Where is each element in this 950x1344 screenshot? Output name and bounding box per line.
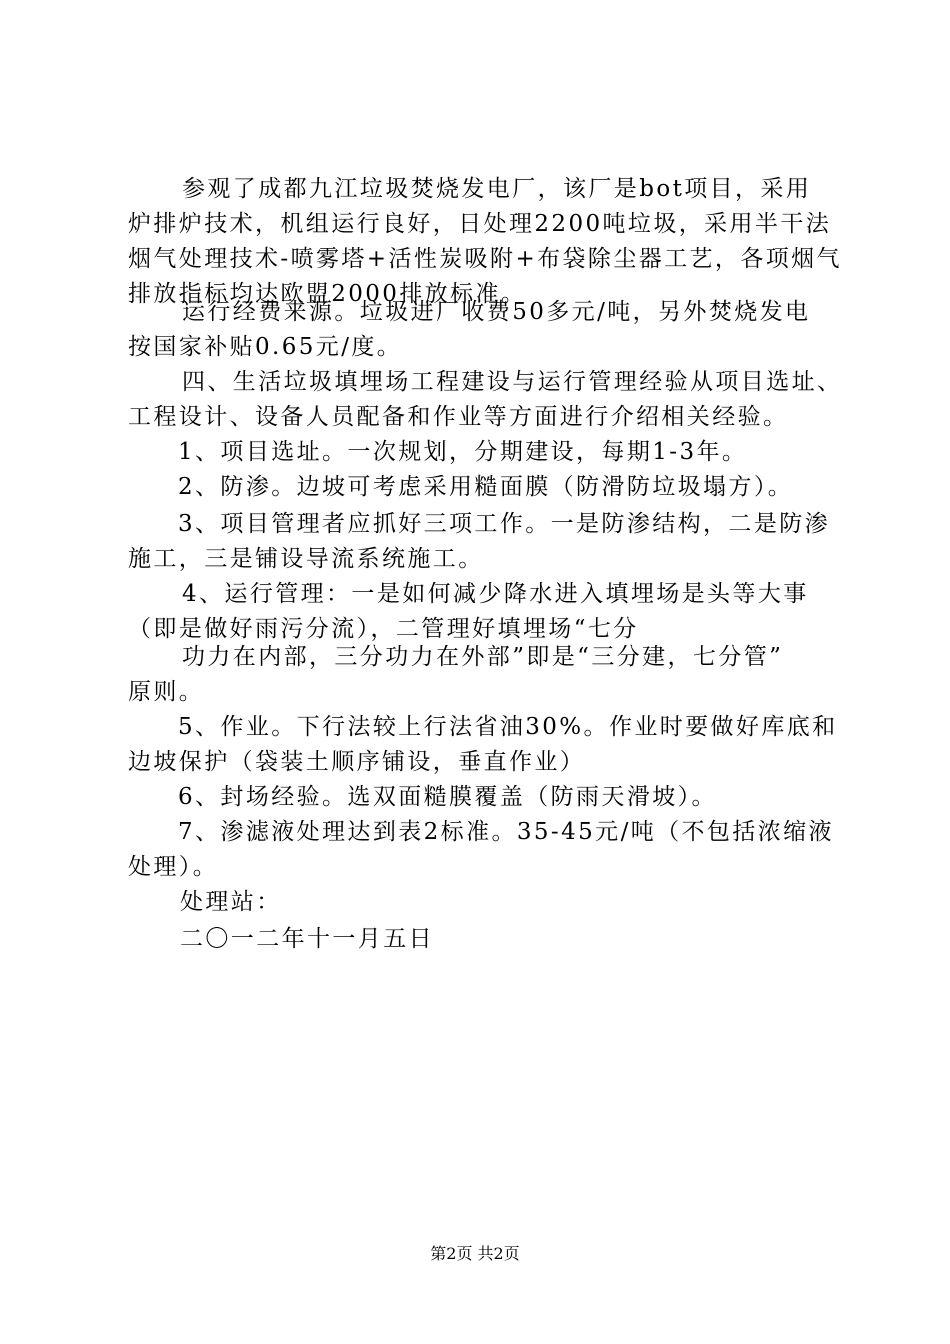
paragraph-line: （即是做好雨污分流），二管理好填埋场“七分 bbox=[128, 616, 639, 642]
paragraph-line: 排放指标均达欧盟2000排放标准。 bbox=[128, 281, 527, 307]
list-item: 1、项目选址。一次规划，分期建设，每期1-3年。 bbox=[178, 439, 748, 465]
list-item: 7、渗滤液处理达到表2标准。35-45元/吨（不包括浓缩液 bbox=[178, 819, 834, 845]
paragraph-line: 边坡保护（袋装土顺序铺设，垂直作业） bbox=[128, 749, 586, 775]
list-item: 4、运行管理：一是如何减少降水进入填埋场是头等大事 bbox=[182, 581, 809, 607]
signature-date: 二〇一二年十一月五日 bbox=[180, 926, 434, 952]
paragraph-line: 工程设计、设备人员配备和作业等方面进行介绍相关经验。 bbox=[128, 404, 789, 430]
list-item: 3、项目管理者应抓好三项工作。一是防渗结构，二是防渗 bbox=[178, 511, 831, 537]
signature-station: 处理站： bbox=[180, 889, 282, 915]
paragraph-line: 处理）。 bbox=[128, 854, 219, 880]
page-number-label: 第2页 共2页 bbox=[430, 1244, 520, 1263]
list-item: 6、封场经验。选双面糙膜覆盖（防雨天滑坡）。 bbox=[178, 784, 717, 810]
paragraph-line: 炉排炉技术，机组运行良好，日处理2200吨垃圾，采用半干法 bbox=[128, 211, 832, 237]
paragraph-line: 四、生活垃圾填埋场工程建设与运行管理经验从项目选址、 bbox=[182, 369, 843, 395]
page-footer bbox=[0, 1244, 950, 1264]
paragraph-line: 参观了成都九江垃圾焚烧发电厂，该厂是bot项目，采用 bbox=[182, 176, 812, 202]
paragraph-line: 烟气处理技术-喷雾塔+活性炭吸附+布袋除尘器工艺，各项烟气 bbox=[128, 246, 842, 272]
paragraph-line: 功力在内部，三分功力在外部”即是“三分建，七分管” bbox=[182, 644, 784, 670]
paragraph-line: 施工，三是铺设导流系统施工。 bbox=[128, 546, 484, 572]
paragraph-line: 原则。 bbox=[128, 679, 205, 705]
list-item: 5、作业。下行法较上行法省油30%。作业时要做好库底和 bbox=[178, 714, 838, 740]
list-item: 2、防渗。边坡可考虑采用糙面膜（防滑防垃圾塌方）。 bbox=[178, 474, 794, 500]
paragraph-line: 运行经费来源。垃圾进厂收费50多元/吨，另外焚烧发电 bbox=[182, 299, 811, 325]
paragraph-line: 按国家补贴0.65元/度。 bbox=[128, 334, 403, 360]
